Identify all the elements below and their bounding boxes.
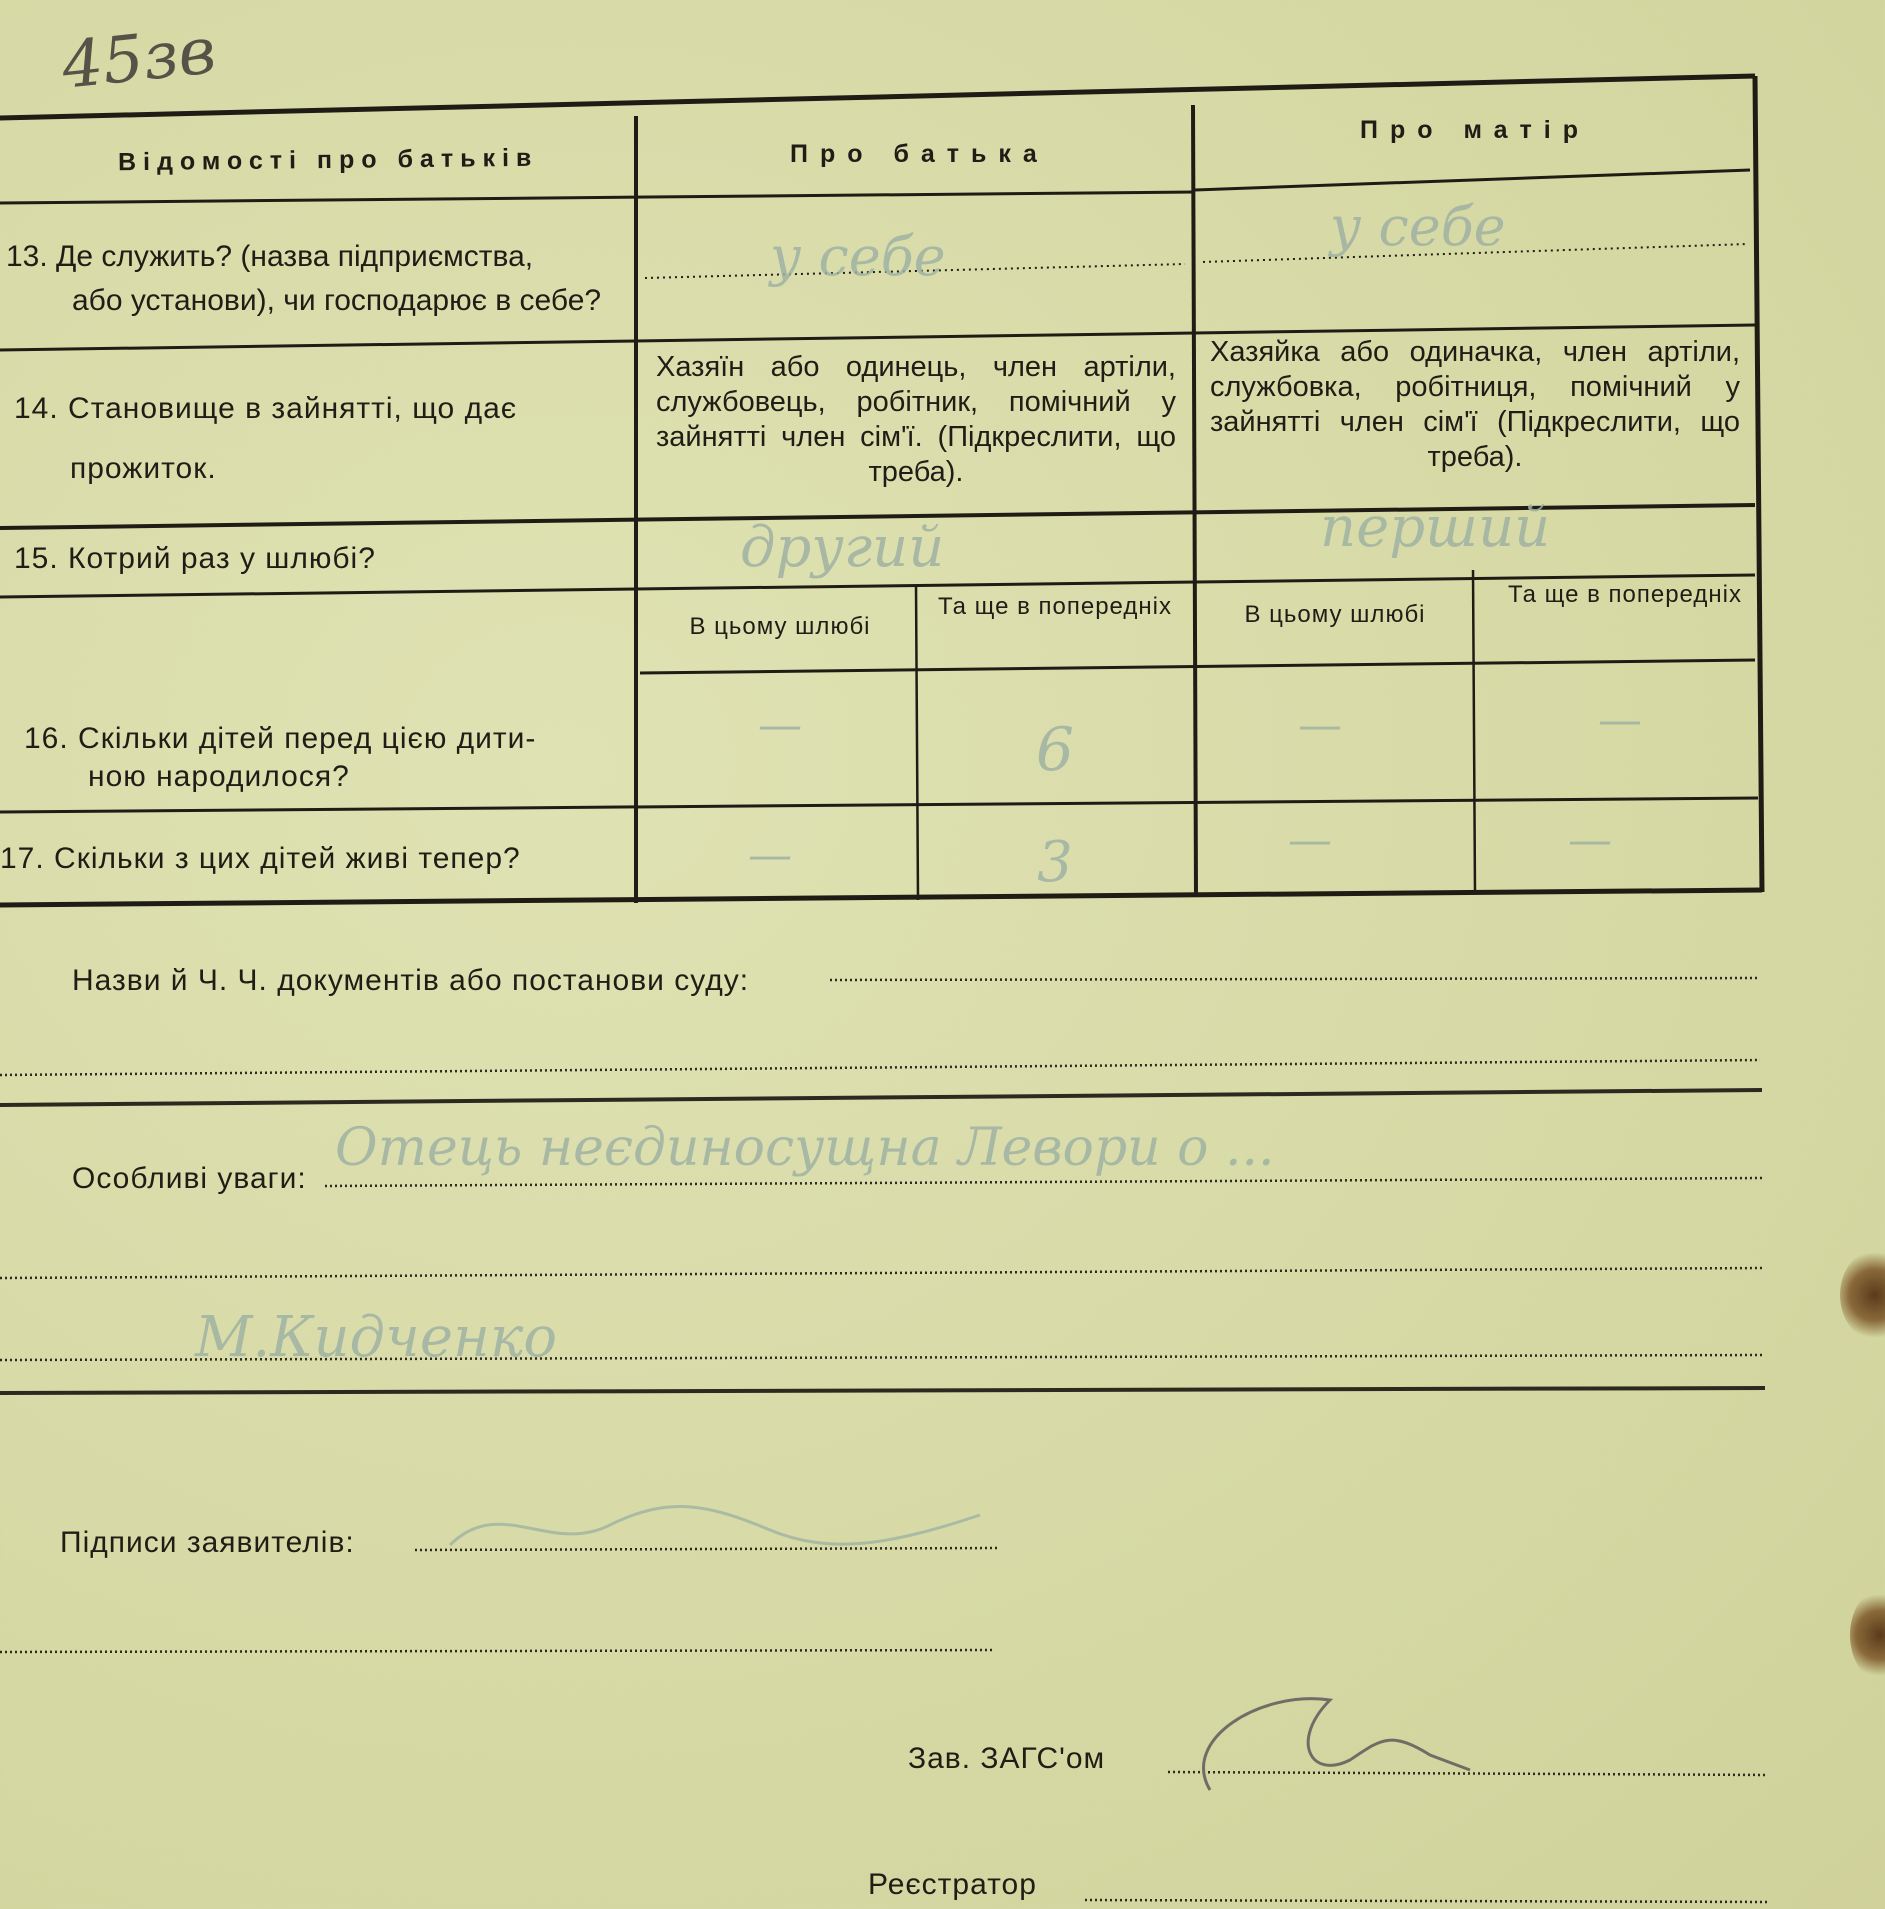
row17-father-prev: 3 <box>1037 830 1073 895</box>
remarks-label: Особливі уваги: <box>72 1162 307 1195</box>
row15-father-value: другий <box>740 515 945 580</box>
row17-father-this: — <box>748 830 792 881</box>
registrar-label: Реєстратор <box>868 1868 1037 1901</box>
row16-label-line1: 16. Скільки дітей перед цією дити- <box>24 722 537 755</box>
row17-mother-this: — <box>1288 815 1332 866</box>
documents-label: Назви й Ч. Ч. документів або постанови суду: <box>72 964 750 997</box>
row15-label: 15. Котрий раз у шлюбі? <box>14 542 376 575</box>
head-signature-mark <box>1180 1670 1500 1810</box>
page-number: 45зв <box>58 14 220 104</box>
row16-mother-prev: — <box>1598 695 1642 746</box>
applicant-signatures-label: Підписи заявителів: <box>60 1526 355 1559</box>
row17-label: 17. Скільки з цих дітей живі тепер? <box>0 842 521 875</box>
row14-mother-options: Хазяйка або одиначка, член артіли, службовка, робітниця, помічний у зайнятті член сім'ї (Підкреслити, що треба). <box>1210 336 1740 473</box>
remarks-value: Отець неєдиносущна Левори о ... <box>335 1118 1275 1178</box>
remarks-signature: М.Кидченко <box>195 1305 558 1370</box>
subheader-father-previous: Та ще в попередніх <box>938 593 1172 620</box>
row16-father-prev: 6 <box>1035 715 1075 785</box>
row14-label-line2: прожиток. <box>70 452 217 485</box>
row13-label-line1: 13. Де служить? (назва підприємства, <box>6 240 534 273</box>
head-label: Зав. ЗАГС'ом <box>908 1742 1106 1775</box>
row15-mother-value: перший <box>1320 495 1551 560</box>
header-parents-info: Відомості про батьків <box>117 143 539 177</box>
header-mother: Про матір <box>1360 116 1590 144</box>
row14-label-line1: 14. Становище в зайнятті, що дає <box>14 392 518 425</box>
subheader-mother-this: В цьому шлюбі <box>1244 601 1426 628</box>
subheader-mother-previous: Та ще в попередніх <box>1508 581 1742 608</box>
row13-father-value: у себе <box>770 225 946 288</box>
row13-mother-value: у себе <box>1330 195 1506 258</box>
applicant-signature-mark <box>440 1485 1000 1565</box>
row17-mother-prev: — <box>1568 815 1612 866</box>
subheader-father-this: В цьому шлюбі <box>689 613 871 640</box>
header-father: Про батька <box>790 140 1049 168</box>
row13-label-line2: або установи), чи господарює в себе? <box>72 284 602 317</box>
row16-label-line2: ною народилося? <box>88 760 350 793</box>
row16-mother-this: — <box>1298 700 1342 751</box>
row14-father-options: Хазяїн або одинець, член артіли, службовець, робітник, помічний у зайнятті член сім'ї. (Підкреслити, що треба). <box>656 351 1176 488</box>
row16-father-this: — <box>758 700 802 751</box>
